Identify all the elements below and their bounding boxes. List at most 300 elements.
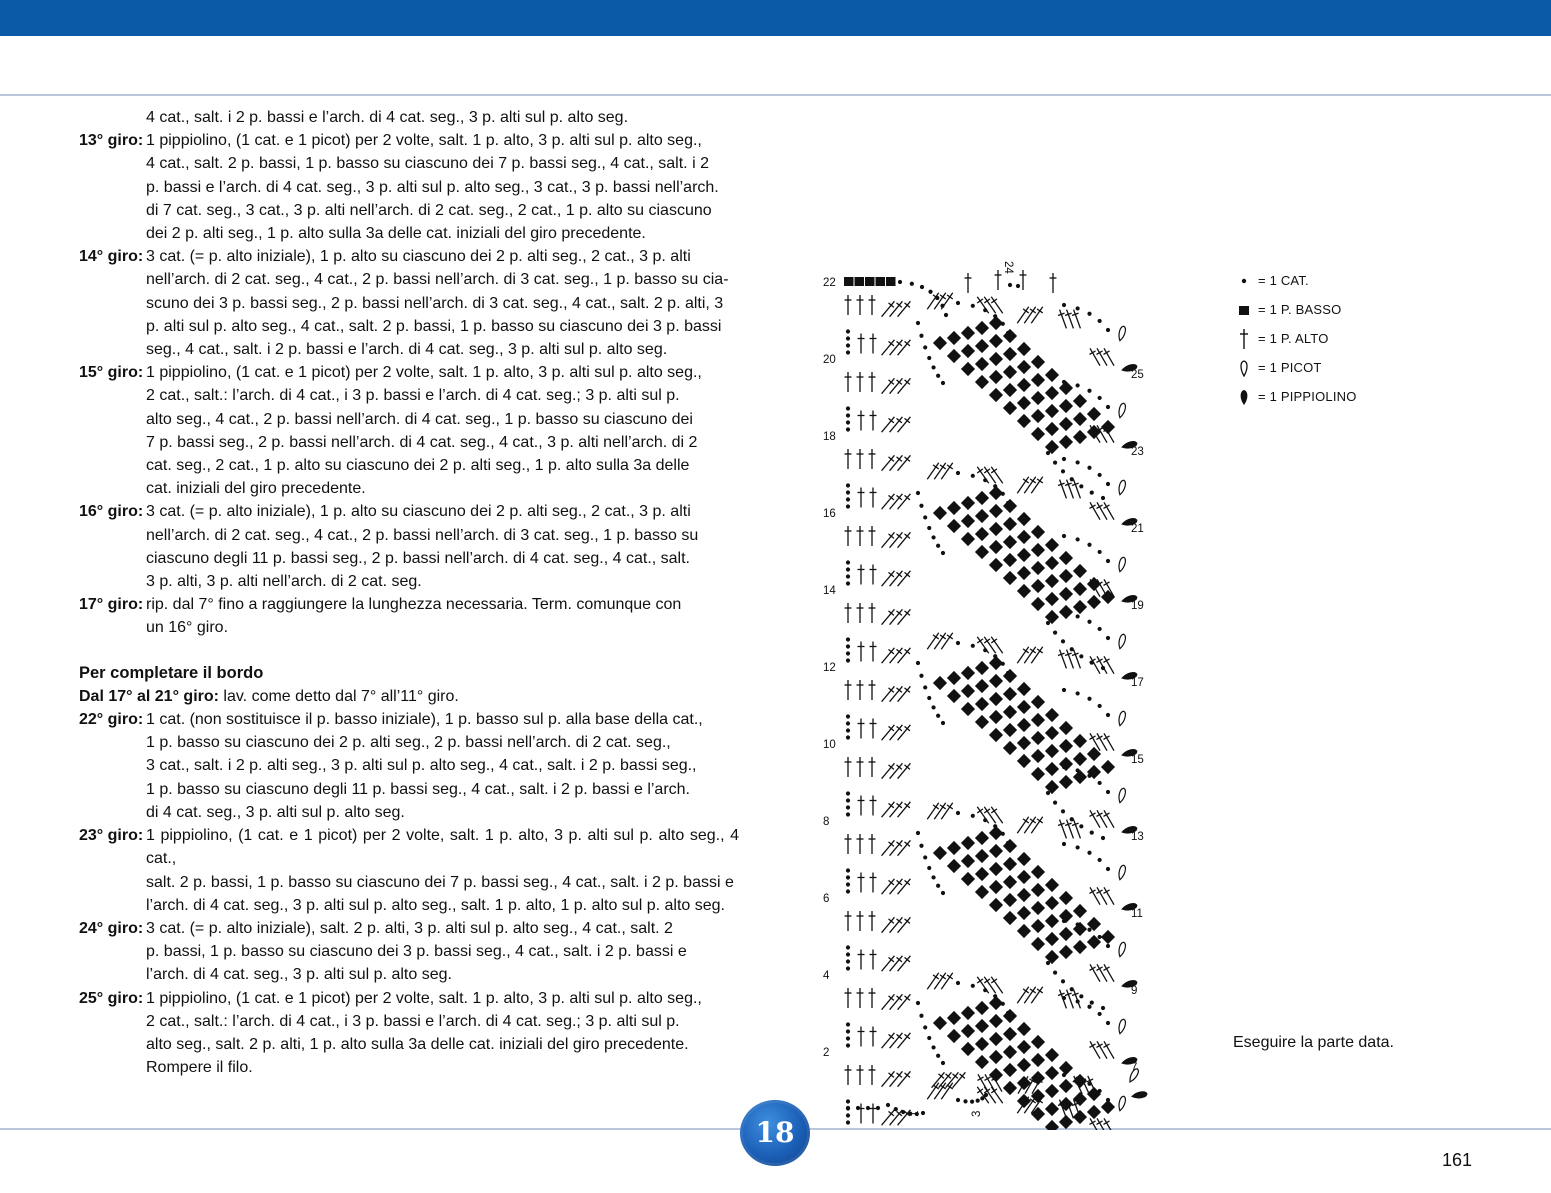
single-crochet [1017, 584, 1031, 598]
double-crochet [857, 526, 864, 546]
single-crochet [975, 867, 989, 881]
double-crochet [879, 684, 897, 704]
chain-stitch [927, 696, 931, 700]
chain-stitch [1062, 611, 1066, 615]
chain-stitch [941, 891, 945, 895]
instruction-line [79, 917, 739, 940]
double-crochet [887, 723, 905, 743]
chain-stitch [1001, 322, 1005, 326]
double-crochet [870, 873, 877, 893]
instruction-line [79, 292, 739, 315]
double-crochet [879, 415, 897, 435]
single-crochet [1017, 888, 1031, 902]
chain-stitch [846, 329, 850, 333]
double-crochet [1021, 305, 1038, 325]
double-crochet [895, 838, 913, 858]
single-crochet [1059, 605, 1073, 619]
double-crochet [1087, 886, 1103, 907]
single-crochet [961, 872, 975, 886]
double-crochet [1101, 501, 1117, 522]
single-crochet [1045, 762, 1059, 776]
chain-stitch [901, 1110, 905, 1114]
single-crochet [1045, 932, 1059, 946]
single-crochet [961, 1006, 975, 1020]
double-crochet [1094, 886, 1110, 907]
round-label: 22° giro: [79, 711, 144, 729]
instruction-text: 3 p. alti, 3 p. alti nell’arch. di 2 cat. seg. [146, 573, 422, 591]
double-crochet [895, 492, 913, 512]
instruction-text: 1 pippiolino, (1 cat. e 1 picot) per 2 volte, salt. 1 p. alto, 3 p. alti sul p. alto seg., [146, 132, 702, 150]
single-crochet [1073, 394, 1087, 408]
chain-stitch [1087, 620, 1091, 624]
single-crochet [1031, 767, 1045, 781]
chain-stitch [1070, 647, 1074, 651]
chain-stitch [919, 844, 923, 848]
chain-stitch [1087, 312, 1091, 316]
chain-stitch [1079, 484, 1083, 488]
instruction-text: p. bassi, 1 p. basso su ciascuno dei 3 p. bassi seg., 4 cat., salt. i 2 p. bassi e [146, 943, 687, 961]
double-crochet [895, 723, 913, 743]
double-crochet [887, 415, 905, 435]
double-crochet [870, 334, 877, 354]
double-crochet [887, 954, 905, 974]
single-crochet [1045, 896, 1059, 910]
instruction-line [79, 384, 739, 407]
chain-stitch [1098, 550, 1102, 554]
double-crochet [1014, 475, 1031, 495]
chain-stitch [846, 1106, 850, 1110]
crochet-chart [818, 255, 1168, 1130]
chain-stitch [1106, 713, 1110, 717]
chain-stitch [923, 515, 927, 519]
double-crochet [895, 569, 913, 589]
single-crochet [989, 692, 1003, 706]
chain-stitch [956, 811, 960, 815]
double-crochet [1014, 305, 1031, 325]
chain-stitch [919, 504, 923, 508]
single-crochet [1017, 718, 1031, 732]
single-crochet [1003, 1045, 1017, 1059]
row-label: 2 [823, 1047, 830, 1059]
single-crochet [1017, 512, 1031, 526]
single-crochet [1003, 741, 1017, 755]
single-crochet [989, 898, 1003, 912]
instruction-line [79, 778, 739, 801]
chain-stitch [1106, 636, 1110, 640]
chain-stitch [1062, 996, 1066, 1000]
single-crochet [1031, 883, 1045, 897]
chain-stitch [894, 1107, 898, 1111]
single-crochet [1003, 499, 1017, 513]
double-crochet [981, 295, 998, 315]
single-crochet [947, 1029, 961, 1043]
double-crochet [887, 684, 905, 704]
double-crochet [1101, 1040, 1117, 1061]
chain-stitch [1106, 482, 1110, 486]
single-crochet [1003, 517, 1017, 531]
single-crochet [1031, 409, 1045, 423]
single-crochet [1045, 708, 1059, 722]
single-crochet [1017, 566, 1031, 580]
chain-stitch [1090, 830, 1094, 834]
instruction-line [79, 338, 739, 361]
chain-stitch [941, 721, 945, 725]
double-crochet [887, 299, 905, 319]
section-title: Per completare il bordo [79, 663, 264, 682]
single-crochet [1017, 360, 1031, 374]
single-crochet [989, 862, 1003, 876]
double-crochet [931, 461, 948, 481]
single-crochet [961, 326, 975, 340]
instruction-text: alto seg., 4 cat., 2 p. bassi nell’arch. di 4 cat. seg., 1 p. basso su ciascuno dei [146, 410, 693, 428]
single-crochet [961, 854, 975, 868]
instruction-text: rip. dal 7° fino a raggiungere la lunghezza necessaria. Term. comunque con [146, 596, 682, 614]
chain-stitch [846, 728, 850, 732]
single-crochet [1031, 1053, 1045, 1067]
instruction-line [79, 801, 739, 824]
chain-stitch [846, 959, 850, 963]
chain-stitch [971, 644, 975, 648]
chain-stitch [931, 705, 935, 709]
chain-stitch [846, 882, 850, 886]
chain-stitch [846, 805, 850, 809]
double-crochet [869, 680, 876, 700]
single-crochet [975, 1037, 989, 1051]
instruction-text: 3 cat., salt. i 2 p. alti seg., 3 p. alti sul p. alto seg., 4 cat., salt. i 2 p. bassi seg., [146, 757, 697, 775]
single-crochet [947, 1011, 961, 1025]
double-crochet [857, 757, 864, 777]
chain-stitch [1101, 836, 1105, 840]
double-crochet [869, 1065, 876, 1085]
single-crochet [1031, 355, 1045, 369]
double-crochet [879, 1069, 897, 1089]
double-crochet [879, 838, 897, 858]
single-crochet [1073, 922, 1087, 936]
chain-stitch [919, 1014, 923, 1018]
chain-stitch [1001, 832, 1005, 836]
chain-stitch [956, 981, 960, 985]
instruction-line [79, 940, 739, 963]
chain-stitch [846, 798, 850, 802]
single-crochet [1045, 1102, 1059, 1116]
instruction-line [79, 106, 739, 129]
chain-stitch [1062, 919, 1066, 923]
double-crochet [1087, 963, 1103, 984]
double-crochet [887, 915, 905, 935]
single-crochet [1003, 1009, 1017, 1023]
single-crochet [1031, 579, 1045, 593]
legend-label: = 1 P. BASSO [1258, 302, 1342, 317]
instruction-line [79, 500, 739, 523]
double-crochet [858, 719, 865, 739]
single-crochet [975, 715, 989, 729]
double-crochet [845, 834, 852, 854]
chain-stitch [846, 1036, 850, 1040]
double-crochet [870, 950, 877, 970]
double-crochet [858, 796, 865, 816]
chain-stitch [1076, 383, 1080, 387]
instruction-line [79, 616, 739, 639]
chain-stitch [846, 791, 850, 795]
single-crochet [975, 849, 989, 863]
chain-stitch [846, 574, 850, 578]
chain-stitch [1006, 841, 1010, 845]
double-crochet [1021, 985, 1038, 1005]
chain-stitch [846, 868, 850, 872]
legend [1232, 266, 1357, 411]
single-crochet [1003, 911, 1017, 925]
single-crochet [855, 277, 865, 286]
instruction-text: l’arch. di 4 cat. seg., 3 p. alti sul p. alto seg., salt. 1 p. alto, 1 p. alto sul p. alto seg. [146, 896, 725, 914]
instruction-line [79, 1010, 739, 1033]
chain-stitch [1061, 469, 1065, 473]
row-label: 20 [823, 354, 836, 366]
instruction-line [79, 524, 739, 547]
double-crochet [857, 988, 864, 1008]
instruction-text: seg., 4 cat., salt. i 2 p. bassi e l’arch. di 4 cat. seg., 3 p. alti sul p. alto seg. [146, 341, 668, 359]
picot-stitch [1117, 942, 1126, 958]
single-crochet [1059, 721, 1073, 735]
single-crochet [1017, 700, 1031, 714]
instruction-text: Rompere il filo. [146, 1059, 253, 1077]
double-crochet [1101, 886, 1117, 907]
single-crochet [947, 841, 961, 855]
single-crochet [975, 509, 989, 523]
single-crochet [1003, 839, 1017, 853]
double-crochet [869, 295, 876, 315]
double-crochet [895, 1031, 913, 1051]
double-crochet [858, 642, 865, 662]
picot-stitch [1117, 557, 1126, 573]
single-crochet [1003, 347, 1017, 361]
chain-stitch [993, 994, 997, 998]
chapter-badge [740, 1100, 810, 1166]
single-crochet [1059, 739, 1073, 753]
double-crochet [895, 530, 913, 550]
single-crochet [1045, 878, 1059, 892]
double-crochet [869, 449, 876, 469]
double-crochet [924, 291, 941, 311]
double-crochet [974, 465, 991, 485]
chain-stitch [1006, 501, 1010, 505]
single-crochet [989, 1050, 1003, 1064]
chain-stitch [1090, 1000, 1094, 1004]
double-crochet [870, 642, 877, 662]
double-crochet [870, 565, 877, 585]
single-crochet [1031, 373, 1045, 387]
double-crochet [845, 603, 852, 623]
single-crochet [1073, 600, 1087, 614]
single-crochet [1045, 1066, 1059, 1080]
single-crochet [1017, 736, 1031, 750]
dot-icon [1239, 276, 1249, 286]
single-crochet [1059, 587, 1073, 601]
instruction-line [79, 199, 739, 222]
round-label: 16° giro: [79, 503, 144, 521]
chain-stitch [1062, 380, 1066, 384]
row-label: 15 [1131, 754, 1144, 766]
chain-stitch [1053, 630, 1057, 634]
single-crochet [1003, 365, 1017, 379]
instruction-line [79, 408, 739, 431]
double-crochet [845, 988, 852, 1008]
chain-stitch [1076, 845, 1080, 849]
single-crochet [1045, 422, 1059, 436]
double-crochet [1087, 347, 1103, 368]
chain-stitch [931, 1045, 935, 1049]
single-crochet [989, 388, 1003, 402]
single-crochet [933, 506, 947, 520]
double-crochet [1087, 809, 1103, 830]
double-crochet [879, 569, 897, 589]
single-crochet [1017, 924, 1031, 938]
single-crochet [975, 679, 989, 693]
single-crochet [1003, 401, 1017, 415]
instruction-line [79, 176, 739, 199]
single-crochet [1031, 695, 1045, 709]
instruction-text: dei 2 p. alti seg., 1 p. alto sulla 3a delle cat. iniziali del giro precedente. [146, 225, 646, 243]
single-crochet [844, 277, 854, 286]
single-crochet [1045, 538, 1059, 552]
legend-label: = 1 CAT. [1258, 273, 1309, 288]
chain-stitch [1079, 824, 1083, 828]
chain-stitch [886, 1103, 890, 1107]
single-crochet [1045, 368, 1059, 382]
double-crochet [858, 565, 865, 585]
instruction-line [79, 754, 739, 777]
double-crochet [879, 877, 897, 897]
double-crochet [887, 338, 905, 358]
instruction-line [79, 268, 739, 291]
double-crochet [895, 761, 913, 781]
row-label: 11 [1131, 908, 1143, 920]
chain-stitch [1098, 858, 1102, 862]
chain-stitch [1070, 477, 1074, 481]
chain-stitch [1061, 979, 1065, 983]
single-crochet [1045, 744, 1059, 758]
double-crochet [938, 461, 955, 481]
single-crochet [989, 880, 1003, 894]
double-crochet [887, 492, 905, 512]
chain-stitch [1053, 460, 1057, 464]
single-crochet [1003, 553, 1017, 567]
single-crochet [1059, 1079, 1073, 1093]
chain-stitch [1087, 1005, 1091, 1009]
double-crochet [1101, 809, 1117, 830]
chain-stitch [1106, 944, 1110, 948]
chain-stitch [1016, 284, 1020, 288]
double-crochet [1014, 645, 1031, 665]
double-crochet [887, 1031, 905, 1051]
double-crochet [879, 646, 897, 666]
instruction-text: salt. 2 p. bassi, 1 p. basso su ciascuno dei 7 p. bassi seg., 4 cat., salt. i 2 p. bassi e [146, 873, 734, 891]
legend-row-basso [1232, 295, 1357, 324]
instruction-line [79, 1033, 739, 1056]
chain-stitch [1006, 1011, 1010, 1015]
double-crochet [1050, 273, 1057, 293]
single-crochet [989, 1068, 1003, 1082]
chain-stitch [919, 674, 923, 678]
double-crochet [988, 465, 1005, 485]
single-crochet [1017, 754, 1031, 768]
chain-stitch [846, 637, 850, 641]
single-crochet [1017, 852, 1031, 866]
single-crochet [1017, 414, 1031, 428]
single-crochet [975, 697, 989, 711]
picot-stitch [1117, 326, 1126, 342]
chain-stitch [846, 504, 850, 508]
instruction-line [79, 454, 739, 477]
single-crochet [947, 349, 961, 363]
single-crochet [933, 1016, 947, 1030]
instruction-text: nell’arch. di 2 cat. seg., 4 cat., 2 p. bassi nell’arch. di 3 cat. seg., 1 p. basso su [146, 526, 699, 544]
single-crochet [1017, 870, 1031, 884]
double-crochet [845, 526, 852, 546]
chain-stitch [993, 654, 997, 658]
double-crochet [879, 299, 897, 319]
single-crochet [975, 491, 989, 505]
double-crochet [938, 971, 955, 991]
chain-stitch [963, 1099, 967, 1103]
single-crochet [975, 885, 989, 899]
chain-stitch [1008, 283, 1012, 287]
single-crochet [1031, 865, 1045, 879]
round-label: 17° giro: [79, 596, 144, 614]
row-label: 16 [823, 508, 836, 520]
single-crochet [933, 846, 947, 860]
chain-stitch [956, 471, 960, 475]
round-label: 14° giro: [79, 248, 144, 266]
legend-row-picot [1232, 353, 1357, 382]
single-crochet [1003, 875, 1017, 889]
chain-stitch [976, 1099, 980, 1103]
chain-stitch [1046, 621, 1050, 625]
double-crochet [895, 992, 913, 1012]
instruction-text: di 4 cat. seg., 3 p. alti sul p. alto seg. [146, 803, 405, 821]
double-crochet [857, 1065, 864, 1085]
double-crochet [938, 631, 955, 651]
round-label: 13° giro: [79, 132, 144, 150]
double-crochet [924, 631, 941, 651]
chain-stitch [971, 984, 975, 988]
single-crochet [1087, 595, 1101, 609]
single-crochet [989, 1032, 1003, 1046]
chain-stitch [846, 406, 850, 410]
chain-stitch [993, 824, 997, 828]
chain-stitch [1098, 1012, 1102, 1016]
single-crochet [1003, 535, 1017, 549]
chain-stitch [941, 551, 945, 555]
single-crochet [1045, 556, 1059, 570]
double-crochet [974, 805, 991, 825]
double-crochet [1028, 985, 1045, 1005]
chain-stitch [971, 304, 975, 308]
double-crochet [924, 971, 941, 991]
single-crochet [989, 370, 1003, 384]
round-label: Dal 17° al 21° giro: [79, 687, 219, 705]
chain-stitch [846, 1120, 850, 1124]
double-crochet [1021, 475, 1038, 495]
chain-stitch [1070, 817, 1074, 821]
chain-stitch [1046, 791, 1050, 795]
single-crochet [989, 334, 1003, 348]
chain-stitch [936, 714, 940, 718]
chain-stitch [1098, 704, 1102, 708]
single-crochet [1031, 543, 1045, 557]
double-crochet [870, 488, 877, 508]
double-crochet [1101, 732, 1117, 753]
single-crochet [1003, 705, 1017, 719]
